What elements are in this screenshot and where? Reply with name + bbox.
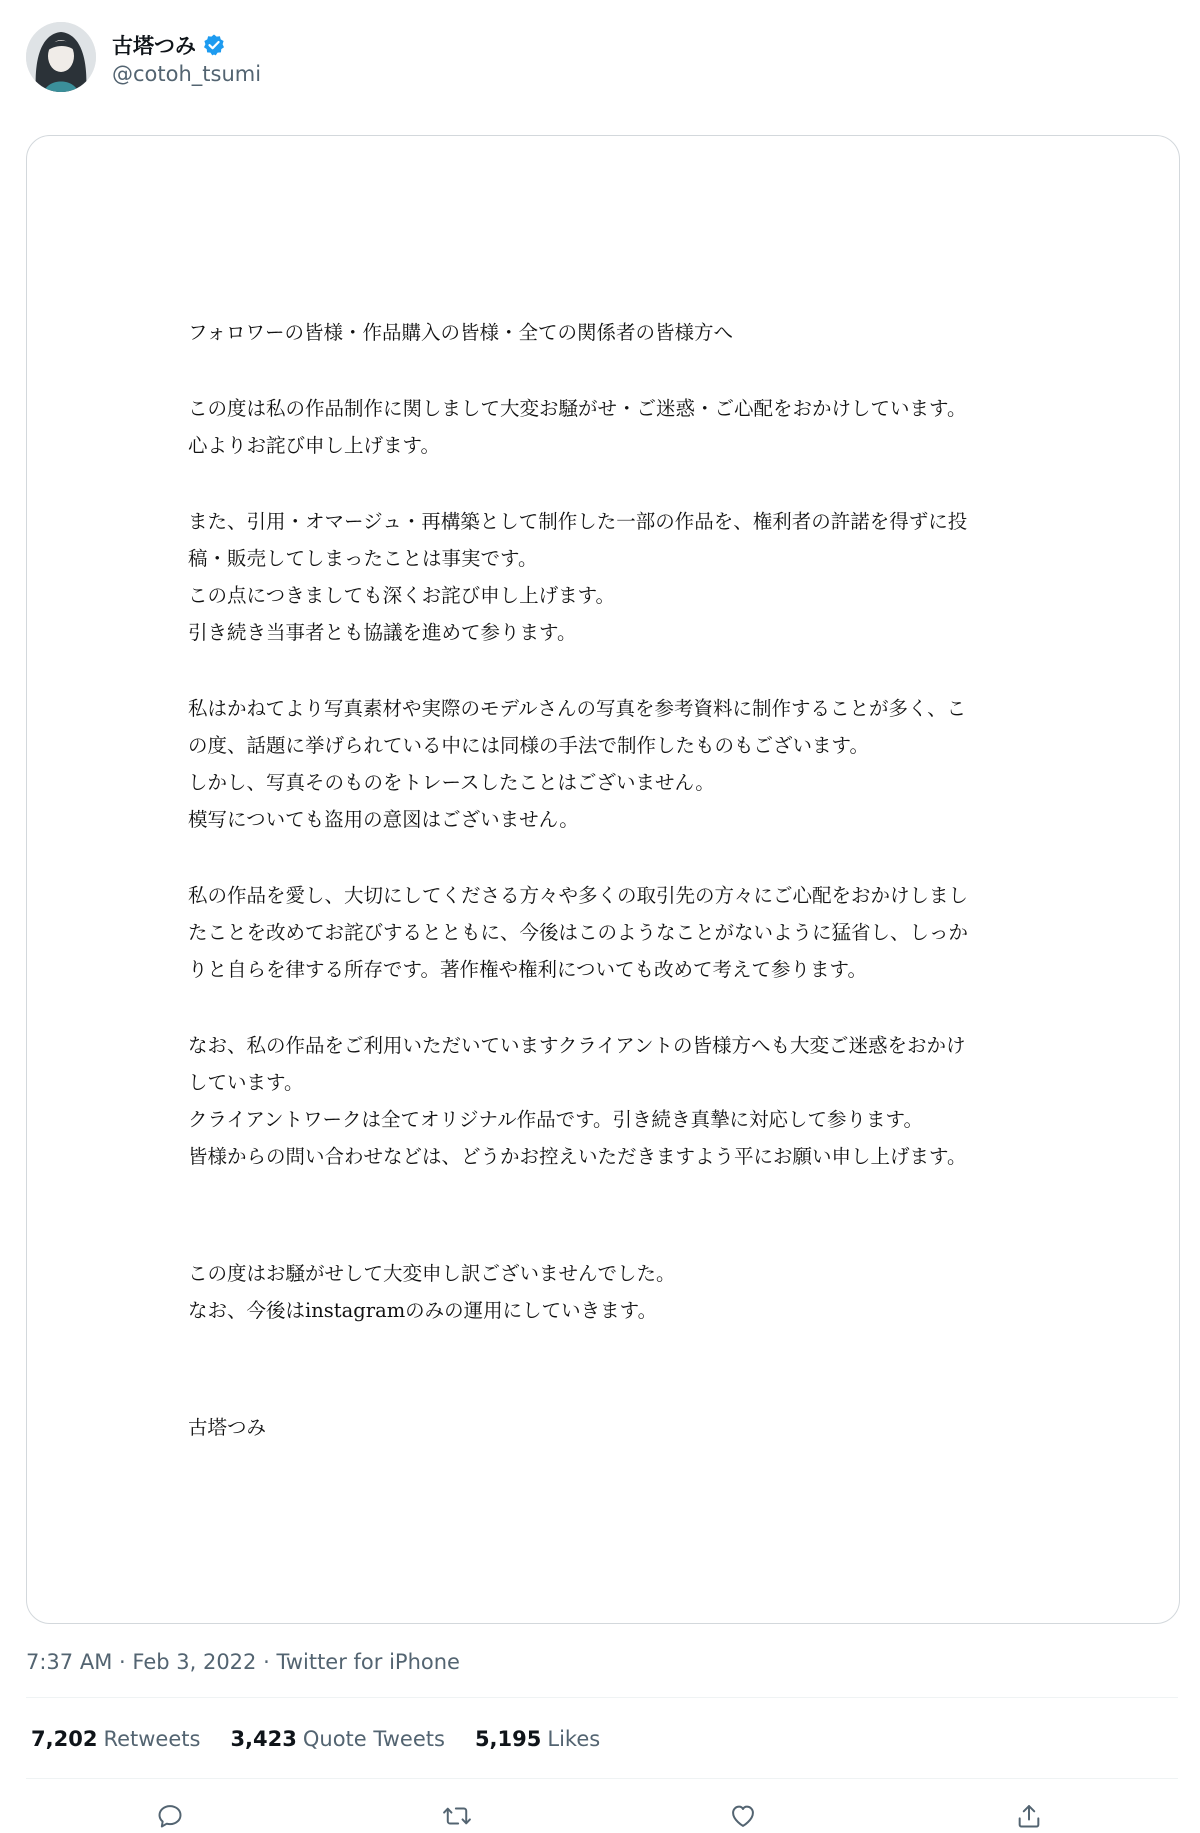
retweet-icon xyxy=(442,1802,472,1830)
share-button[interactable] xyxy=(1009,1800,1049,1832)
like-button[interactable] xyxy=(723,1800,763,1832)
statement-line: この点につきましても深くお詫び申し上げます。 xyxy=(188,584,616,607)
like-icon xyxy=(729,1802,757,1830)
user-handle[interactable]: @cotoh_tsumi xyxy=(112,62,262,86)
separator-dot: · xyxy=(263,1650,270,1674)
statement-line: 模写についても盗用の意図はございません。 xyxy=(188,808,579,831)
avatar[interactable] xyxy=(26,22,96,92)
signature: 古塔つみ xyxy=(188,1416,267,1439)
statement-line: 皆様からの問い合わせなどは、どうかお控えいただきますよう平にお願い申し上げます。 xyxy=(188,1145,967,1168)
share-icon xyxy=(1015,1802,1043,1830)
likes-label: Likes xyxy=(547,1727,601,1751)
separator-dot: · xyxy=(119,1650,126,1674)
statement-line: りと自らを律する所存です。著作権や権利についても改めて考えて参ります。 xyxy=(188,958,867,981)
tweet-header xyxy=(26,22,1176,98)
statement-line: しかし、写真そのものをトレースしたことはございません。 xyxy=(188,771,715,794)
statement-line: たことを改めてお詫びするとともに、今後はこのようなことがないように猛省し、しっか xyxy=(188,921,969,944)
statement-line: 心よりお詫び申し上げます。 xyxy=(188,434,440,457)
reply-icon xyxy=(156,1802,184,1830)
tweet-source[interactable]: Twitter for iPhone xyxy=(276,1650,460,1674)
tweet-date[interactable]: Feb 3, 2022 xyxy=(132,1650,257,1674)
statement-line: 私はかねてより写真素材や実際のモデルさんの写真を参考資料に制作することが多く、こ xyxy=(188,697,967,720)
divider xyxy=(26,1697,1178,1698)
statement-line: なお、今後はinstagramのみの運用にしていきます。 xyxy=(188,1299,658,1322)
statement-line: しています。 xyxy=(188,1071,304,1094)
likes-count: 5,195 xyxy=(474,1727,542,1751)
reply-button[interactable] xyxy=(150,1800,190,1832)
retweet-button[interactable] xyxy=(437,1800,477,1832)
tweet-time[interactable]: 7:37 AM xyxy=(26,1650,113,1674)
engagement-stats xyxy=(31,1727,630,1751)
statement-line: また、引用・オマージュ・再構築として制作した一部の作品を、権利者の許諾を得ずに投 xyxy=(188,510,968,533)
statement-document xyxy=(188,314,1048,1446)
statement-line: 私の作品を愛し、大切にしてくださる方々や多くの取引先の方々にご心配をおかけしまし xyxy=(188,884,969,907)
retweets-count: 7,202 xyxy=(31,1727,98,1751)
quote-tweets-label: Quote Tweets xyxy=(302,1727,445,1751)
tweet-timestamp xyxy=(26,1650,460,1674)
quote-tweets-stat[interactable] xyxy=(230,1727,445,1751)
divider xyxy=(26,1778,1178,1779)
statement-line: この度はお騒がせして大変申し訳ございませんでした。 xyxy=(188,1262,676,1285)
statement-line: の度、話題に挙げられている中には同様の手法で制作したものもございます。 xyxy=(188,734,869,757)
statement-line: なお、私の作品をご利用いただいていますクライアントの皆様方へも大変ご迷惑をおかけ xyxy=(188,1034,966,1057)
likes-stat[interactable] xyxy=(475,1727,600,1751)
verified-badge-icon xyxy=(202,33,226,57)
retweets-stat[interactable] xyxy=(31,1727,200,1751)
statement-line: 稿・販売してしまったことは事実です。 xyxy=(188,547,538,570)
retweets-label: Retweets xyxy=(103,1727,201,1751)
statement-line: 引き続き当事者とも協議を進めて参ります。 xyxy=(188,621,577,644)
quote-tweets-count: 3,423 xyxy=(230,1727,297,1751)
display-name[interactable]: 古塔つみ xyxy=(112,34,196,58)
statement-line: クライアントワークは全てオリジナル作品です。引き続き真摯に対応して参ります。 xyxy=(188,1108,923,1131)
tweet-image-card[interactable] xyxy=(26,135,1180,1624)
statement-line: この度は私の作品制作に関しまして大変お騒がせ・ご迷惑・ご心配をおかけしています。 xyxy=(188,397,967,420)
salutation: フォロワーの皆様・作品購入の皆様・全ての関係者の皆様方へ xyxy=(188,321,734,344)
tweet-action-bar xyxy=(26,1800,1178,1833)
